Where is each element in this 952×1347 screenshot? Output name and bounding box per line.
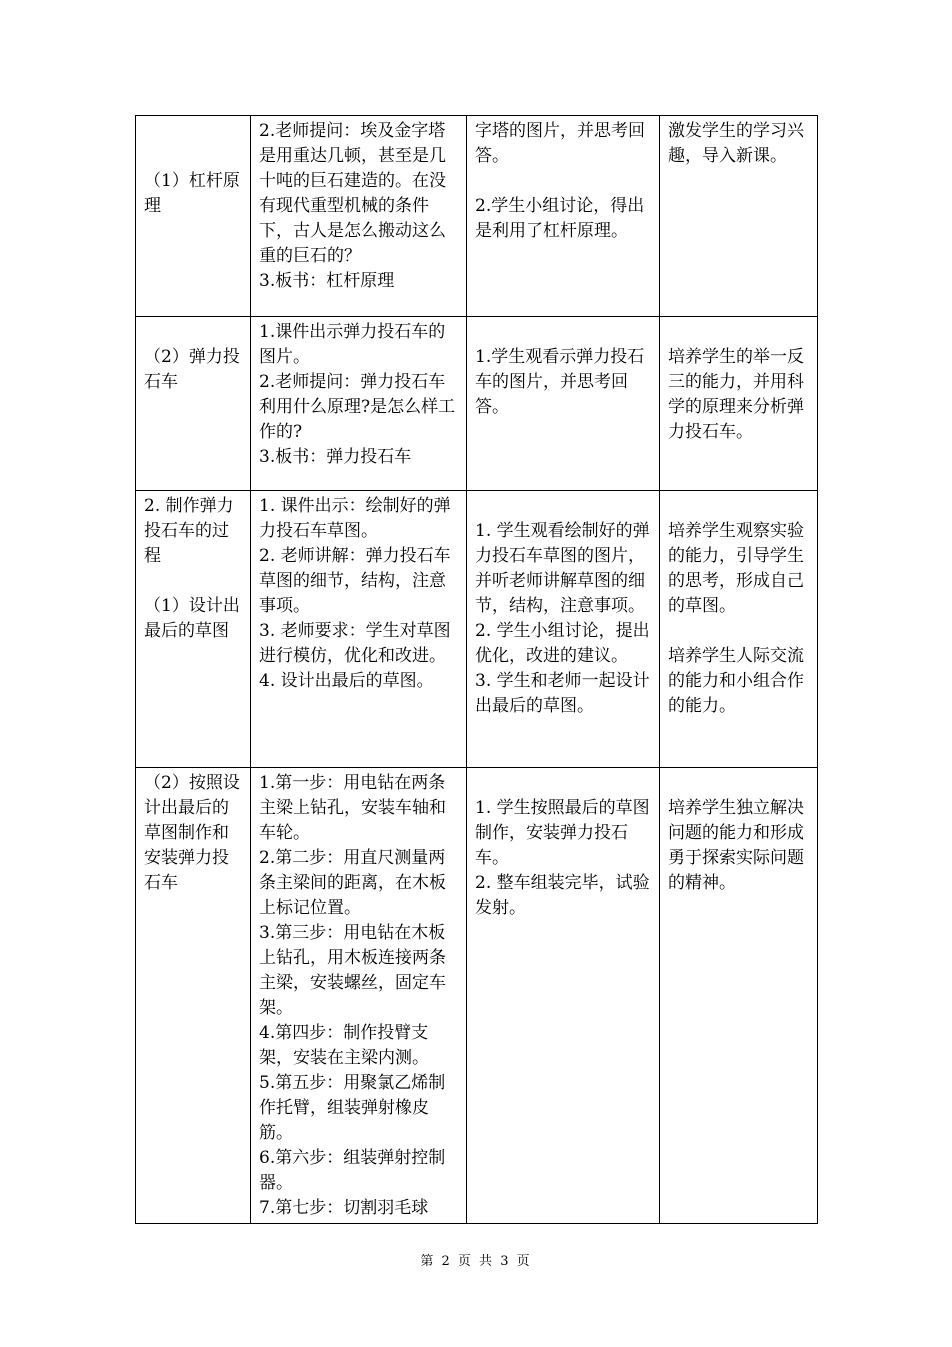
cell-paragraph: 字塔的图片，并思考回答。 [475,121,645,166]
topic-cell [136,116,251,317]
cell-paragraph: 3. 学生和老师一起设计出最后的草图。 [475,671,650,716]
design-intent-cell [660,491,818,768]
blank-line [475,771,652,796]
cell-paragraph: 2. 制作弹力投石车的过程 [144,496,234,566]
cell-paragraph: 2. 学生小组讨论，提出优化，改进的建议。 [475,621,650,666]
cell-paragraph: 4.第四步：制作投臂支架，安装在主梁内测。 [259,1023,429,1068]
blank-line [144,569,243,594]
page-number-footer: 第 2 页 共 3 页 [420,1254,532,1269]
design-intent-cell [660,317,818,491]
cell-paragraph: 1.学生观看示弹力投石车的图片，并思考回答。 [475,347,645,417]
cell-paragraph: 6.第六步：组装弹射控制器。 [259,1148,446,1193]
blank-line [475,169,652,194]
cell-paragraph: 3. 老师要求：学生对草图进行模仿，优化和改进。 [259,621,451,666]
blank-line [668,619,810,644]
cell-paragraph: 2.学生小组讨论，得出是利用了杠杆原理。 [475,196,645,241]
cell-paragraph: 培养学生人际交流的能力和小组合作的能力。 [668,646,804,716]
cell-paragraph: 培养学生的举一反三的能力，并用科学的原理来分析弹力投石车。 [668,347,804,442]
blank-line [475,494,652,519]
cell-paragraph: 4. 设计出最后的草图。 [259,671,434,691]
topic-cell [136,317,251,491]
teacher-activity-cell [251,317,467,491]
cell-paragraph: 1. 课件出示：绘制好的弹力投石车草图。 [259,496,451,541]
cell-paragraph: 2. 整车组装完毕，试验发射。 [475,873,650,918]
cell-paragraph: 1.课件出示弹力投石车的图片。 [259,322,446,367]
cell-paragraph: （2）弹力投石车 [144,347,240,392]
cell-paragraph: 1.第一步：用电钻在两条主梁上钻孔，安装车轴和车轮。 [259,773,446,843]
blank-line [144,144,243,169]
design-intent-cell [660,116,818,317]
cell-paragraph: （1）设计出最后的草图 [144,596,240,641]
blank-line [144,320,243,345]
topic-cell [136,768,251,1224]
table-row [136,768,818,1224]
blank-line [668,494,810,519]
cell-paragraph: 2. 老师讲解：弹力投石车草图的细节，结构，注意事项。 [259,546,451,616]
cell-paragraph: 激发学生的学习兴趣，导入新课。 [668,121,804,166]
blank-line [475,320,652,345]
topic-cell [136,491,251,768]
teacher-activity-cell [251,768,467,1224]
blank-line [668,320,810,345]
cell-paragraph: （2）按照设计出最后的草图制作和安装弹力投石车 [144,773,240,893]
teacher-activity-cell [251,491,467,768]
cell-paragraph: 7.第七步：切割羽毛球 [259,1198,429,1218]
table-row [136,491,818,768]
cell-paragraph: 2.老师提问：埃及金字塔是用重达几顿，甚至是几十吨的巨石建造的。在没有现代重型机械的条件下，古人是怎么搬动这么重的巨石的？ [259,121,446,266]
blank-line [668,771,810,796]
cell-paragraph: 1. 学生观看绘制好的弹力投石车草图的图片，并听老师讲解草图的细节，结构，注意事项。 [475,521,650,616]
student-activity-cell [467,491,660,768]
cell-paragraph: 培养学生独立解决问题的能力和形成勇于探索实际问题的精神。 [668,798,804,893]
cell-paragraph: 1. 学生按照最后的草图制作，安装弹力投石车。 [475,798,650,868]
cell-paragraph: 2.第二步：用直尺测量两条主梁间的距离，在木板上标记位置。 [259,848,446,918]
cell-paragraph: 3.板书：弹力投石车 [259,447,412,467]
cell-paragraph: 3.板书：杠杆原理 [259,271,395,291]
cell-paragraph: （1）杠杆原理 [144,171,240,216]
cell-paragraph: 2.老师提问：弹力投石车利用什么原理?是怎么样工作的? [259,372,456,442]
cell-paragraph: 5.第五步：用聚氯乙烯制作托臂，组装弹射橡皮筋。 [259,1073,446,1143]
student-activity-cell [467,317,660,491]
table-row [136,317,818,491]
cell-paragraph: 3.第三步：用电钻在木板上钻孔，用木板连接两条主梁，安装螺丝，固定车架。 [259,923,446,1018]
lesson-plan-table [135,115,818,1224]
design-intent-cell [660,768,818,1224]
teacher-activity-cell [251,116,467,317]
blank-line [144,119,243,144]
cell-paragraph: 培养学生观察实验的能力，引导学生的思考，形成自己的草图。 [668,521,804,616]
student-activity-cell [467,116,660,317]
student-activity-cell [467,768,660,1224]
table-row [136,116,818,317]
